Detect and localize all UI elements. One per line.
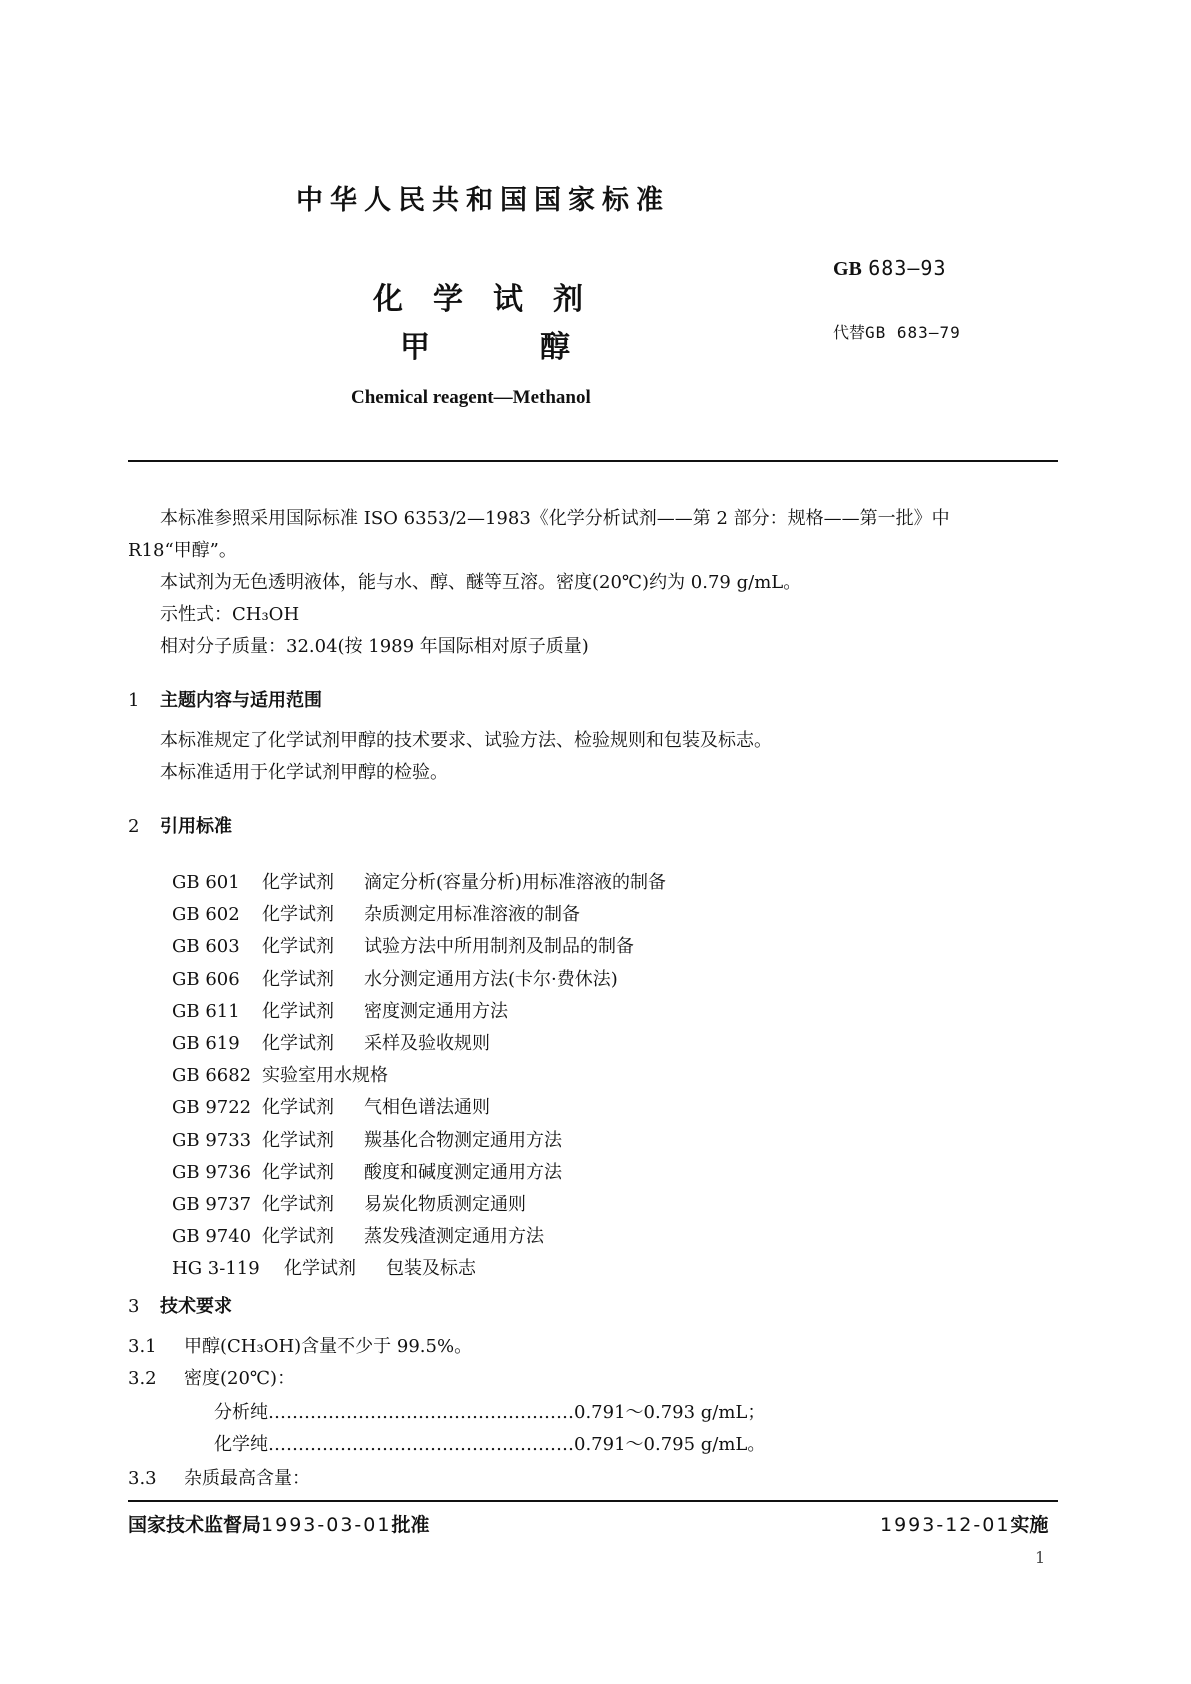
intro-line-3: 本试剂为无色透明液体，能与水、醇、醚等互溶。密度(20℃)约为 0.79 g/mL。 [160, 572, 802, 593]
reference-title: 羰基化合物测定通用方法 [364, 1130, 562, 1151]
reference-row [172, 1029, 490, 1055]
reference-row [172, 965, 618, 991]
density-chemical-grade: 化学纯……………………………………………0.791～0.795 g/mL。 [214, 1434, 766, 1455]
reference-code: GB 6682 [172, 1065, 252, 1086]
formula-label: 示性式： [160, 604, 232, 625]
clause-3-3-text: 杂质最高含量： [184, 1468, 310, 1489]
reference-code: GB 602 [172, 904, 240, 925]
formula-value: CH₃OH [232, 604, 300, 625]
reference-category: 化学试剂 [262, 1001, 334, 1022]
approving-authority: 国家技术监督局 [128, 1514, 262, 1536]
section-1-number: 1 [128, 690, 140, 711]
reference-title: 采样及验收规则 [364, 1033, 490, 1054]
reference-code: GB 619 [172, 1033, 240, 1054]
approval-info [128, 1510, 429, 1537]
reference-code: GB 9740 [172, 1226, 252, 1247]
reference-row [172, 1061, 388, 1087]
replaces-code: GB 683—79 [865, 323, 961, 342]
reference-category: 化学试剂 [262, 1194, 334, 1215]
title-cn-line2 [400, 322, 570, 366]
replaces-prefix: 代替 [833, 323, 866, 342]
section-2-number: 2 [128, 816, 140, 837]
footer-divider [128, 1500, 1058, 1502]
reference-row [172, 900, 580, 926]
reference-category: 化学试剂 [262, 1162, 334, 1183]
reference-row [172, 1254, 476, 1280]
clause-3-2-number: 3.2 [128, 1368, 157, 1389]
intro-line-2: R18“甲醇”。 [128, 540, 237, 561]
effective-date: 1993-12-01 [880, 1514, 1011, 1536]
reference-code: GB 603 [172, 936, 240, 957]
reference-title: 易炭化物质测定通则 [364, 1194, 526, 1215]
section-1-title: 主题内容与适用范围 [160, 690, 322, 711]
reference-title: 密度测定通用方法 [364, 1001, 508, 1022]
reference-code: GB 601 [172, 872, 240, 893]
reference-code: GB 611 [172, 1001, 240, 1022]
reference-code: HG 3-119 [172, 1258, 260, 1279]
clause-3-2-text: 密度(20℃)： [184, 1368, 296, 1389]
reference-category: 化学试剂 [262, 1033, 334, 1054]
reference-row [172, 1126, 562, 1152]
reference-title: 蒸发残渣测定通用方法 [364, 1226, 544, 1247]
reference-title: 滴定分析(容量分析)用标准溶液的制备 [364, 872, 667, 893]
reference-title: 杂质测定用标准溶液的制备 [364, 904, 580, 925]
section-3-title: 技术要求 [160, 1296, 232, 1317]
reference-row [172, 1222, 544, 1248]
reference-title: 包装及标志 [386, 1258, 476, 1279]
standard-prefix: GB [833, 258, 862, 280]
reference-title: 气相色谱法通则 [364, 1097, 490, 1118]
section-2-heading [128, 812, 232, 838]
intro-line-1: 本标准参照采用国际标准 ISO 6353/2—1983《化学分析试剂——第 2 部分：规格——第一批》中 [160, 508, 950, 529]
reference-category: 化学试剂 [262, 936, 334, 957]
density-analytical-grade: 分析纯……………………………………………0.791～0.793 g/mL； [214, 1402, 766, 1423]
reference-code: GB 9736 [172, 1162, 252, 1183]
title-cn-char-a: 甲 [400, 330, 430, 365]
approval-suffix: 批准 [391, 1514, 430, 1536]
standard-number [833, 256, 947, 281]
reference-code: GB 9737 [172, 1194, 252, 1215]
effective-suffix: 实施 [1010, 1514, 1049, 1536]
reference-title: 实验室用水规格 [262, 1065, 388, 1086]
section-1-heading [128, 686, 322, 712]
reference-row [172, 932, 634, 958]
section-3-heading [128, 1292, 232, 1318]
clause-3-2 [128, 1368, 295, 1390]
reference-code: GB 9722 [172, 1097, 252, 1118]
section-1-paragraph-2: 本标准适用于化学试剂甲醇的检验。 [160, 762, 448, 783]
national-standard-heading: 中华人民共和国国家标准 [296, 185, 670, 216]
reference-category: 化学试剂 [262, 1130, 334, 1151]
reference-code: GB 606 [172, 969, 240, 990]
reference-category: 化学试剂 [262, 872, 334, 893]
reference-title: 试验方法中所用制剂及制品的制备 [364, 936, 634, 957]
page-number: 1 [1035, 1548, 1046, 1567]
reference-row [172, 1093, 490, 1119]
reference-category: 化学试剂 [284, 1258, 356, 1279]
title-cn-char-b: 醇 [540, 330, 570, 365]
clause-3-3-number: 3.3 [128, 1468, 157, 1489]
reference-row [172, 868, 666, 894]
clause-3-3 [128, 1468, 310, 1490]
header-divider [128, 460, 1058, 462]
effective-info [880, 1510, 1048, 1537]
section-3-number: 3 [128, 1296, 140, 1317]
standard-code: 683—93 [868, 256, 947, 280]
reference-code: GB 9733 [172, 1130, 252, 1151]
formula-line [160, 604, 299, 626]
section-2-title: 引用标准 [160, 816, 232, 837]
reference-category: 化学试剂 [262, 969, 334, 990]
clause-3-1-text: 甲醇(CH₃OH)含量不少于 99.5%。 [184, 1336, 473, 1357]
replaces-standard [833, 320, 961, 343]
section-1-paragraph-1: 本标准规定了化学试剂甲醇的技术要求、试验方法、检验规则和包装及标志。 [160, 730, 772, 751]
clause-3-1 [128, 1336, 472, 1358]
reference-row [172, 997, 508, 1023]
approval-date: 1993-03-01 [261, 1514, 392, 1536]
reference-category: 化学试剂 [262, 904, 334, 925]
title-cn-line1: 化学试剂 [373, 282, 613, 317]
molecular-mass-line: 相对分子质量：32.04(按 1989 年国际相对原子质量) [160, 636, 589, 657]
title-en: Chemical reagent—Methanol [351, 387, 591, 408]
clause-3-1-number: 3.1 [128, 1336, 157, 1357]
reference-row [172, 1158, 562, 1184]
reference-row [172, 1190, 526, 1216]
reference-category: 化学试剂 [262, 1097, 334, 1118]
reference-category: 化学试剂 [262, 1226, 334, 1247]
reference-title: 水分测定通用方法(卡尔·费休法) [364, 969, 618, 990]
reference-title: 酸度和碱度测定通用方法 [364, 1162, 562, 1183]
